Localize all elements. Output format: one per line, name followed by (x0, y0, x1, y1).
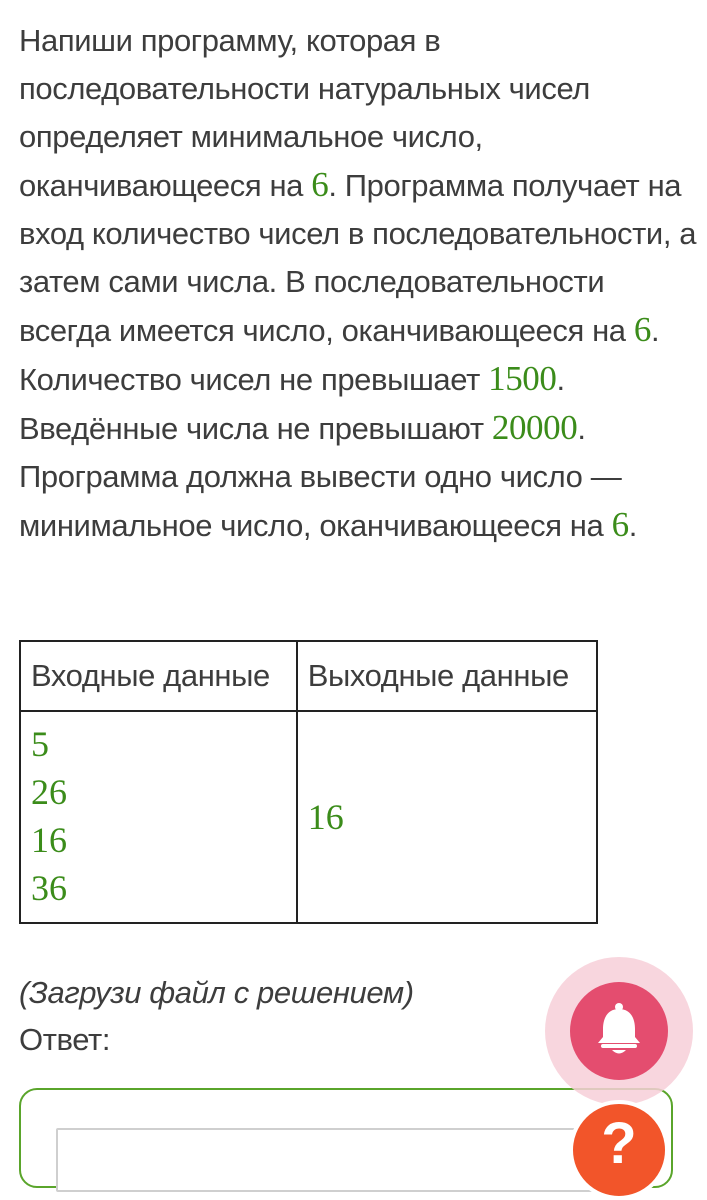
input-line: 26 (31, 772, 67, 812)
task-output-description (19, 453, 699, 550)
input-lines (31, 712, 286, 912)
input-column-header: Входные данные (20, 641, 297, 711)
table-row (20, 711, 597, 923)
output-cell (297, 711, 597, 923)
task-intro-text-2: . Программа получает на вход количество чисел в последовательности, а затем сами числа. В последовательности всегда имеется число, оканчивающееся на (19, 168, 697, 348)
input-line: 36 (31, 868, 67, 908)
output-column-header: Выходные данные (297, 641, 597, 711)
count-limit-value: 1500 (488, 359, 557, 398)
value-limit-text: Введённые числа не превышают (19, 411, 492, 446)
notifications-button[interactable] (570, 982, 668, 1080)
answer-label: Ответ: (19, 1022, 111, 1057)
bell-icon (593, 1001, 645, 1062)
task-paragraph-main (19, 17, 699, 355)
output-value: 16 (307, 797, 344, 837)
help-button[interactable] (569, 1100, 669, 1200)
output-description-text: Программа должна вывести одно число — минимальное число, оканчивающееся на (19, 459, 622, 543)
task-count-limit (19, 355, 699, 404)
input-line: 5 (31, 724, 49, 764)
input-line: 16 (31, 820, 67, 860)
digit-six: 6 (311, 165, 329, 204)
table-header-row (20, 641, 597, 711)
period: . (577, 411, 586, 446)
period: . (556, 362, 565, 397)
answer-input[interactable] (56, 1128, 620, 1192)
io-example-table (19, 640, 598, 924)
input-cell (20, 711, 297, 923)
value-limit-value: 20000 (491, 408, 578, 447)
upload-hint-link[interactable]: (Загрузи файл с решением) (19, 975, 414, 1010)
period: . (628, 508, 637, 543)
digit-six: 6 (633, 310, 651, 349)
count-limit-text: Количество чисел не превышает (19, 362, 489, 397)
question-icon: ? (601, 1111, 637, 1176)
task-statement (19, 17, 699, 550)
task-intro-text: Напиши программу, которая в последовательности натуральных чисел определяет минимальное число, оканчивающееся на (19, 23, 590, 203)
digit-six: 6 (611, 505, 629, 544)
task-value-limit (19, 404, 699, 453)
period: . (650, 313, 660, 348)
